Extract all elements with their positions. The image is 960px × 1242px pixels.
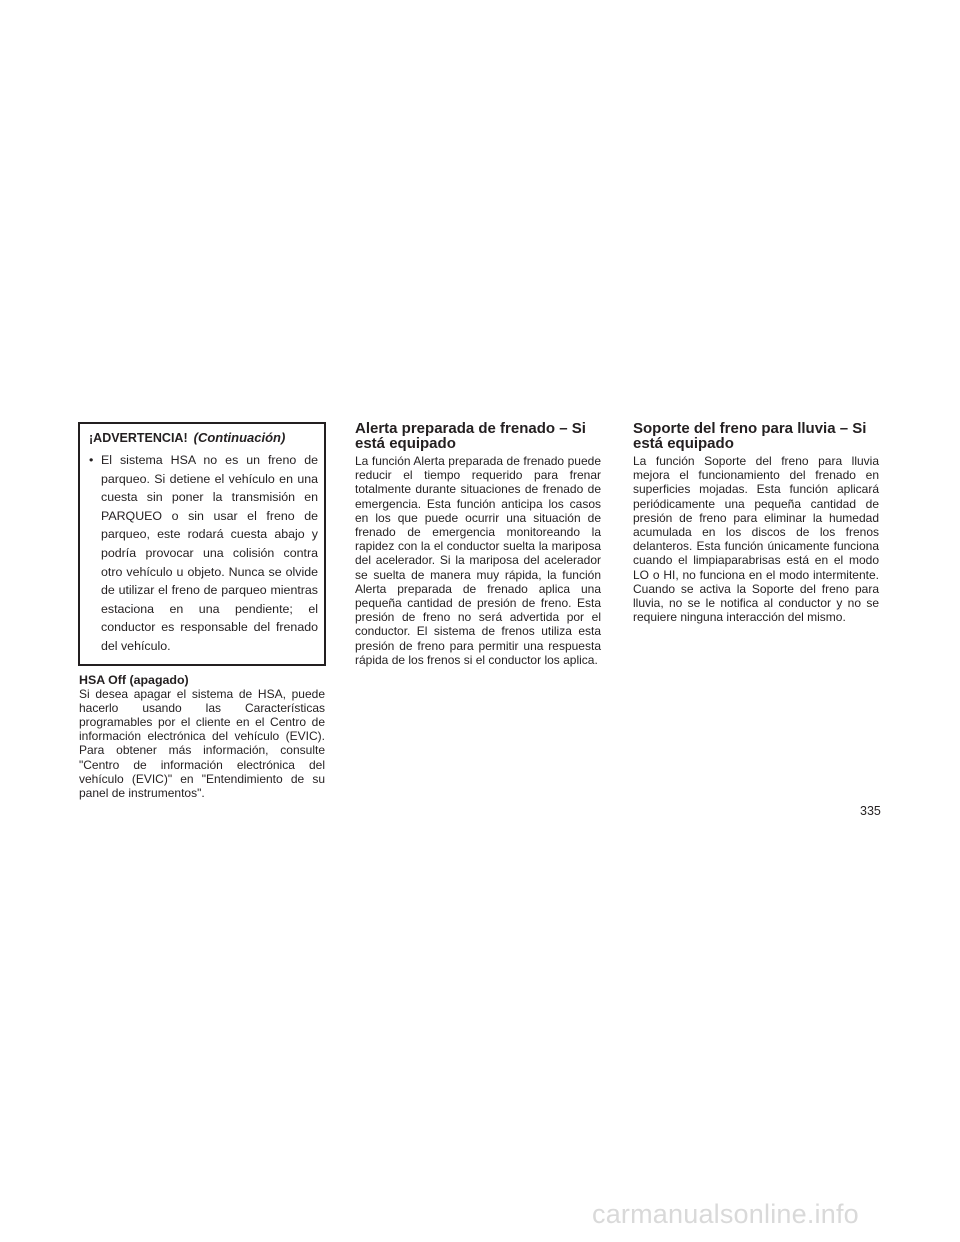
hsa-off-body: Si desea apagar el sistema de HSA, puede hacerlo usando las Características programables por el cliente en el Centro de información electrónica del vehículo (EVIC). Para obtener más información, consulte "Centro de información electrónica del vehículo (EVIC)" en "Entendimiento de su panel de instrumentos".	[79, 686, 325, 800]
warning-continuation: (Continuación)	[193, 430, 286, 445]
brake-alert-body: La función Alerta preparada de frenado puede reducir el tiempo requerido para frenar totalmente durante situaciones de frenado de emergencia. Esta función anticipa los casos en los que puede ocurrir una situación de frenado de emergencia monitoreando la rapidez con la el conductor suelta la mariposa del acelerador. Si la mariposa del acelerador se suelta de manera muy rápida, la función Alerta preparada de frenado aplica una pequeña cantidad de presión de freno. Esta presión de freno no será advertida por el conductor. El sistema de frenos utiliza esta presión de freno para permitir una respuesta rápida de los frenos si el conductor los aplica.	[355, 454, 601, 667]
watermark: carmanualsonline.info	[592, 1199, 859, 1229]
page-number: 335	[860, 804, 881, 818]
middle-column	[355, 422, 601, 667]
hsa-off-title: HSA Off (apagado)	[79, 672, 189, 687]
brake-alert-title: Alerta preparada de frenado – Si está equipado	[355, 420, 586, 452]
left-column	[79, 422, 325, 800]
right-column	[633, 422, 879, 624]
warning-box	[78, 422, 326, 666]
bullet-icon: •	[89, 453, 94, 467]
warning-bullet	[87, 451, 318, 656]
warning-label: ¡ADVERTENCIA!	[89, 431, 188, 445]
rain-brake-body: La función Soporte del freno para lluvia mejora el funcionamiento del frenado en superficies mojadas. Esta función aplicará periódicamente una pequeña cantidad de presión de freno para eliminar la humedad acumulada en los discos de los frenos delanteros. Esta función únicamente funciona cuando el limpiaparabrisas está en el modo LO o HI, no funciona en el modo intermitente. Cuando se activa la Soporte del freno para lluvia, no se le notifica al conductor y no se requiere ninguna interacción del mismo.	[633, 454, 879, 625]
warning-title	[89, 429, 318, 447]
warning-bullet-text: El sistema HSA no es un freno de parqueo. Si detiene el vehículo en una cuesta sin poner la transmisión en PARQUEO o sin usar el freno de parqueo, este rodará cuesta abajo y podría provocar una colisión contra otro vehículo u objeto. Nunca se olvide de utilizar el freno de parqueo mientras estaciona en una pendiente; el conductor es responsable del frenado del vehículo.	[101, 453, 318, 653]
rain-brake-title: Soporte del freno para lluvia – Si está equipado	[633, 420, 867, 452]
